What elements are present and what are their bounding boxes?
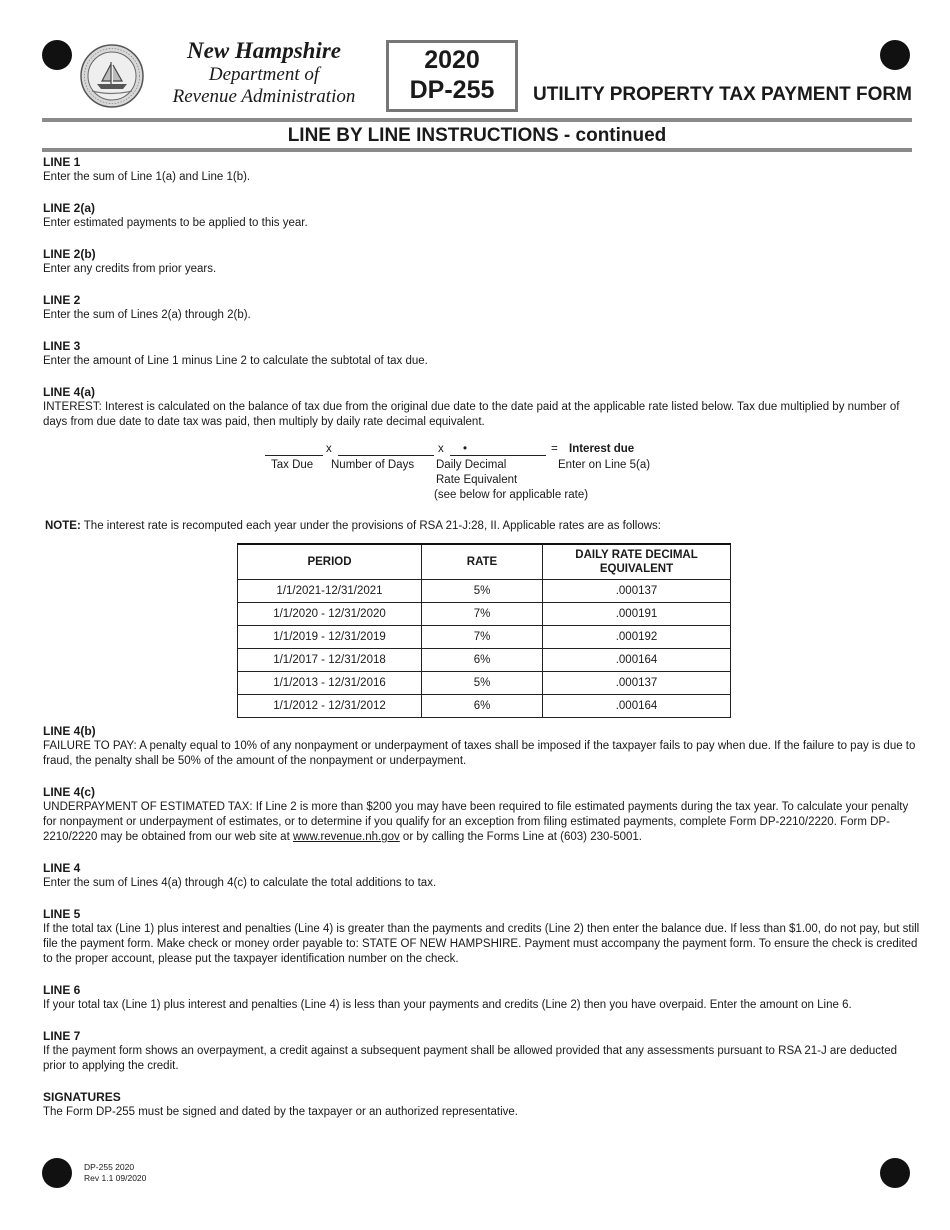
instruction-line-3 (43, 339, 923, 369)
instruction-line-6 (43, 983, 923, 1013)
instruction-line-4b (43, 724, 923, 769)
instructions-body (43, 155, 923, 1136)
period-cell: 1/1/2012 - 12/31/2012 (238, 695, 422, 718)
period-cell: 1/1/2021-12/31/2021 (238, 580, 422, 603)
instruction-line-2b (43, 247, 923, 277)
instruction-text: If the total tax (Line 1) plus interest and penalties (Line 4) is greater than the payments and credits (Line 2) then enter the balance due. If less than $1.00, do not pay, but still file the payment form. Make check or money order payable to: STATE OF NEW HAMPSHIRE. Payment must accompany the payment form. To ensure the check is credited to the proper account, please put the taxpayer identification number on the check. (43, 923, 920, 965)
daily-rate-cell: .000164 (543, 649, 731, 672)
header-rule (42, 118, 912, 122)
tax-due-label: Tax Due (271, 459, 314, 471)
days-label: Number of Days (331, 459, 415, 471)
instruction-signatures (43, 1090, 923, 1120)
instruction-heading: LINE 4(a) (43, 385, 96, 399)
period-cell: 1/1/2020 - 12/31/2020 (238, 603, 422, 626)
instruction-line-2 (43, 293, 923, 323)
instruction-text: FAILURE TO PAY: A penalty equal to 10% of any nonpayment or underpayment of taxes shall be imposed if the taxpayer fails to pay when due. If the failure to pay is due to fraud, the penalty shall be 50% of the amount of the nonpayment or underpayment. (43, 740, 916, 767)
instruction-text: Enter the sum of Lines 2(a) through 2(b). (43, 309, 251, 321)
days-blank (338, 443, 434, 456)
instruction-line-1 (43, 155, 923, 185)
column-header-rate: RATE (422, 544, 543, 580)
rate-cell: 5% (422, 672, 543, 695)
multiply-sign: x (438, 443, 444, 455)
instruction-text: Enter the sum of Line 1(a) and Line 1(b). (43, 171, 251, 183)
rate-cell: 6% (422, 695, 543, 718)
instruction-text: If your total tax (Line 1) plus interest and penalties (Line 4) is less than your payments and credits (Line 2) then you have overpaid. Enter the amount on Line 6. (43, 999, 852, 1011)
form-title: UTILITY PROPERTY TAX PAYMENT FORM (533, 84, 912, 105)
table-row (238, 672, 731, 695)
column-header-daily-rate: DAILY RATE DECIMAL EQUIVALENT (543, 544, 731, 580)
form-year: 2020 (424, 46, 480, 74)
instruction-heading: LINE 2(b) (43, 247, 96, 261)
rate-cell: 5% (422, 580, 543, 603)
instruction-heading: LINE 2 (43, 293, 81, 307)
rate-label-1: Daily Decimal (436, 459, 507, 471)
table-row (238, 626, 731, 649)
instruction-line-2a (43, 201, 923, 231)
instruction-text: The Form DP-255 must be signed and dated by the taxpayer or an authorized representative. (43, 1106, 518, 1118)
instruction-text: Enter estimated payments to be applied to this year. (43, 217, 308, 229)
instruction-heading: LINE 2(a) (43, 201, 96, 215)
column-header-period: PERIOD (238, 544, 422, 580)
interest-formula (43, 443, 923, 511)
instruction-heading: LINE 4 (43, 861, 81, 875)
rate-cell: 6% (422, 649, 543, 672)
daily-rate-cell: .000137 (543, 672, 731, 695)
instruction-heading: SIGNATURES (43, 1090, 121, 1104)
multiply-sign: x (326, 443, 332, 455)
instruction-line-4c (43, 785, 923, 845)
registration-mark-top-left (42, 40, 72, 70)
instruction-heading: LINE 4(c) (43, 785, 96, 799)
rate-cell: 7% (422, 626, 543, 649)
interest-due-label: Interest due (569, 443, 635, 455)
rate-label-3: (see below for applicable rate) (434, 489, 589, 501)
instruction-heading: LINE 5 (43, 907, 81, 921)
instruction-text-part: or by calling the Forms Line at (603) 230-5001. (399, 831, 643, 843)
instruction-heading: LINE 1 (43, 155, 81, 169)
instruction-text-part: UNDERPAYMENT OF ESTIMATED TAX: If Line 2 is more than $200 you may have been required to file estimated payments during the tax year. To calculate your penalty for nonpayment or underpayment of estimates, or to determine if you qualify for an exception from filing estimated payments, complete Form DP-2210/2220. Form DP-2210/2220 may be obtained from our web site at (43, 801, 909, 843)
instruction-text (43, 800, 923, 845)
agency-name-block (146, 38, 382, 108)
footer-revision: Rev 1.1 09/2020 (84, 1173, 147, 1183)
note-prefix: NOTE: (45, 520, 81, 532)
registration-mark-bottom-right (880, 1158, 910, 1188)
period-cell: 1/1/2013 - 12/31/2016 (238, 672, 422, 695)
table-row (238, 580, 731, 603)
instruction-line-4 (43, 861, 923, 891)
equals-sign: = (551, 443, 558, 455)
agency-division: Revenue Administration (172, 86, 356, 107)
form-code: DP-255 (409, 76, 495, 104)
result-destination-label: Enter on Line 5(a) (558, 459, 651, 471)
daily-rate-cell: .000164 (543, 695, 731, 718)
registration-mark-bottom-left (42, 1158, 72, 1188)
section-rule (42, 148, 912, 152)
instruction-text: Enter the amount of Line 1 minus Line 2 to calculate the subtotal of tax due. (43, 355, 428, 367)
daily-rate-cell: .000192 (543, 626, 731, 649)
note-text: The interest rate is recomputed each year under the provisions of RSA 21-J:28, II. Applicable rates are as follows: (83, 520, 661, 532)
instruction-text: Enter any credits from prior years. (43, 263, 217, 275)
table-row (238, 603, 731, 626)
instruction-heading: LINE 7 (43, 1029, 81, 1043)
form-id-box (386, 40, 518, 112)
instruction-text: Enter the sum of Lines 4(a) through 4(c) to calculate the total additions to tax. (43, 877, 437, 889)
instruction-line-5 (43, 907, 923, 967)
footer-form-info (84, 1162, 146, 1184)
agency-department: Department of (208, 64, 320, 85)
instruction-heading: LINE 4(b) (43, 724, 96, 738)
table-row (238, 649, 731, 672)
instruction-text: INTEREST: Interest is calculated on the balance of tax due from the original due date to the date paid at the applicable rate listed below. Tax due multiplied by number of days from due date to date tax was paid, then multiply by daily rate decimal equivalent. (43, 401, 900, 428)
registration-mark-top-right (880, 40, 910, 70)
rate-cell: 7% (422, 603, 543, 626)
table-header-row (238, 544, 731, 580)
period-cell: 1/1/2019 - 12/31/2019 (238, 626, 422, 649)
rate-note (45, 519, 923, 534)
instruction-heading: LINE 3 (43, 339, 81, 353)
daily-rate-cell: .000137 (543, 580, 731, 603)
interest-rate-table (237, 543, 731, 718)
revenue-website-link[interactable]: www.revenue.nh.gov (292, 831, 400, 843)
instruction-line-4a (43, 385, 923, 430)
agency-name: New Hampshire (187, 38, 341, 63)
daily-rate-cell: .000191 (543, 603, 731, 626)
state-seal-icon (80, 44, 144, 108)
instruction-line-7 (43, 1029, 923, 1074)
instruction-text: If the payment form shows an overpayment, a credit against a subsequent payment shall be allowed provided that any assessments pursuant to RSA 21-J are deducted prior to applying the credit. (43, 1045, 898, 1072)
table-row (238, 695, 731, 718)
tax-due-blank (265, 443, 323, 456)
instruction-heading: LINE 6 (43, 983, 81, 997)
footer-form-id: DP-255 2020 (84, 1162, 135, 1172)
section-title: LINE BY LINE INSTRUCTIONS - continued (287, 125, 667, 146)
decimal-point: • (463, 443, 468, 455)
period-cell: 1/1/2017 - 12/31/2018 (238, 649, 422, 672)
rate-label-2: Rate Equivalent (436, 474, 518, 486)
